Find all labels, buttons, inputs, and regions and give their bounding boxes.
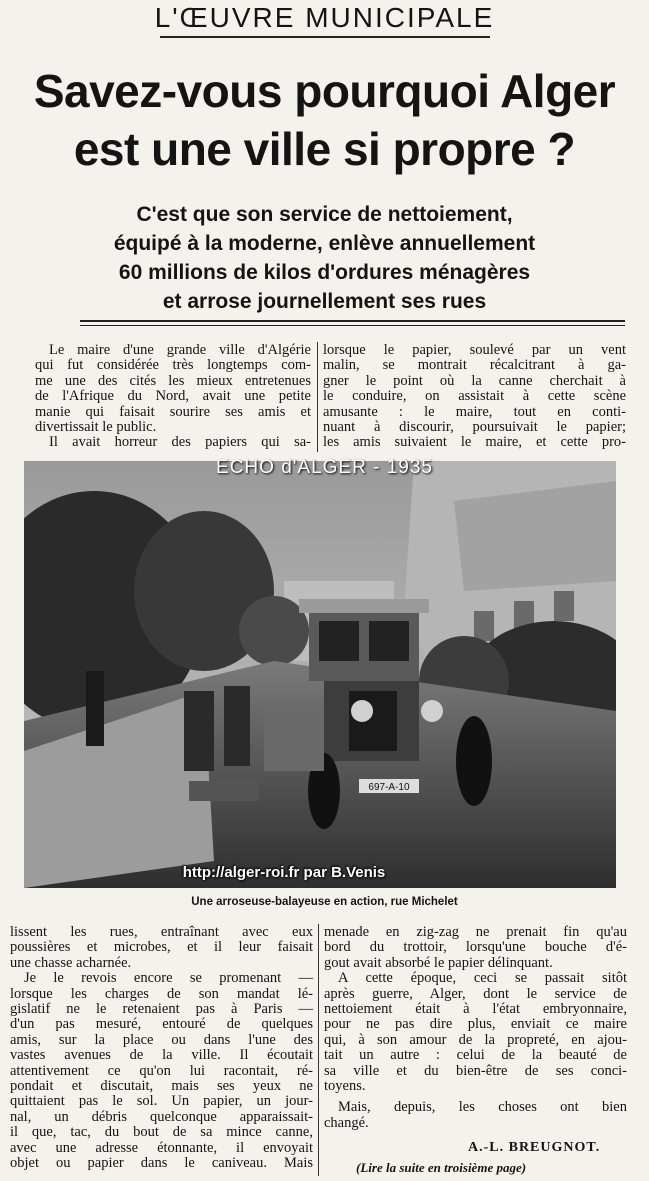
text-line: de l'Afrique du Nord, avait une petite: [35, 388, 311, 405]
text-line: A cette époque, ceci se passait sitôt: [338, 970, 627, 987]
text-line: divertissait le public.: [35, 419, 157, 436]
text-line: Le maire d'une grande ville d'Algérie: [49, 342, 311, 358]
text-line: vastes avenues de la ville. Il écoutait: [10, 1047, 313, 1064]
license-plate: 697-A-10: [368, 782, 410, 793]
subheadline-line-4: et arrose journellement ses rues: [162, 290, 487, 313]
text-line: changé.: [324, 1114, 369, 1131]
text-line: gislatif ne le retenaient pas à Paris —: [10, 1001, 313, 1018]
headline-line-2: est une ville si propre ?: [73, 123, 576, 175]
text-line: lissent les rues, entraînant avec eux: [10, 924, 313, 940]
column-divider-top: [317, 342, 318, 452]
text-line: les amis suivaient le maire, et cette pro-: [323, 434, 626, 451]
text-line: quittaient pas le sol. Un papier, un jour-: [10, 1093, 313, 1110]
text-line: nettoiement était à l'état embryonnaire,: [324, 1001, 627, 1018]
text-line: Je le revois encore se promenant —: [24, 970, 313, 987]
text-line: nal, un débris quelconque apparaissait-: [10, 1108, 313, 1125]
photo-caption: Une arroseuse-balayeuse en action, rue Michelet: [191, 896, 458, 908]
text-line: gner le point où la canne cherchait à: [323, 372, 626, 389]
text-line: pour ne pas dire plus, enviait ce maire: [324, 1016, 627, 1033]
text-line: me une des cités les mieux entretenues: [35, 372, 311, 389]
text-line: nuant à discourir, poursuivait le papier;: [323, 419, 626, 436]
text-line: tait un autre : celui de la beauté de: [324, 1047, 627, 1064]
text-line: manie qui faisait sourire ses amis et: [35, 403, 311, 420]
text-line: amusante : le maire, tout en conti-: [323, 403, 626, 420]
text-line: lorsque le papier, soulevé par un vent: [323, 342, 626, 358]
text-line: sa ville et du bien-être de ses conci-: [324, 1062, 627, 1079]
text-line: le conduire, on assistait à cette scène: [323, 388, 626, 405]
text-line: d'un pas mesuré, entouré de quelques: [10, 1016, 313, 1033]
headline-line-1: Savez-vous pourquoi Alger: [33, 65, 616, 117]
text-line: lorsque les charges de son mandat lé-: [10, 985, 313, 1002]
subheadline-line-3: 60 millions de kilos d'ordures ménagères: [118, 261, 531, 284]
text-line: il que, tac, du bout de sa mince canne,: [10, 1124, 313, 1141]
watermark-credit: http://alger-roi.fr par B.Venis: [182, 864, 386, 881]
text-line: gout avait absorbé le papier délinquant.: [324, 954, 553, 971]
watermark-source: ECHO d'ALGER - 1935: [216, 457, 433, 478]
text-line: toyens.: [324, 1078, 366, 1095]
text-line: une chasse acharnée.: [10, 954, 132, 971]
text-line: Mais, depuis, les choses ont bien: [338, 1099, 627, 1116]
continued-note: (Lire la suite en troisième page): [356, 1160, 527, 1175]
text-line: poussières et microbes, et il leur faisait: [10, 939, 313, 956]
text-line: amis, sur la place ou dans l'une des: [10, 1031, 313, 1048]
article-column-right-top: [323, 343, 626, 451]
article-column-left-bottom: [10, 925, 313, 1172]
header-rule-bottom: [80, 325, 625, 326]
text-line: qui, à son amour de la propreté, en ajou-: [324, 1031, 627, 1048]
article-column-left-top: [35, 343, 311, 451]
text-line: qui fut considérée très longtemps com-: [35, 357, 311, 374]
text-line: avec une adresse étonnante, il envoyait: [10, 1139, 313, 1156]
subheadline-line-1: C'est que son service de nettoiement,: [136, 203, 513, 226]
text-line: bord du trottoir, lorsqu'une bouche d'é-: [324, 939, 627, 956]
text-line: après guerre, Alger, dont le service de: [324, 985, 627, 1002]
text-line: attentivement ce qu'on lui racontait, ré-: [10, 1062, 313, 1079]
text-line: menade en zig-zag ne prenait fin qu'au: [324, 924, 627, 940]
text-line: objet ou papier dans le caniveau. Mais: [10, 1155, 313, 1172]
article-column-right-bottom: [324, 925, 627, 1131]
header-rule-top: [80, 320, 625, 322]
text-line: pondait et discutait, mais ses yeux ne: [10, 1078, 313, 1095]
street-sweeper-photo: [24, 461, 616, 888]
author-byline: A.-L. BREUGNOT.: [468, 1140, 601, 1155]
rubric-rule: [160, 36, 490, 38]
photo-illustration: [24, 461, 616, 888]
section-rubric: L'ŒUVRE MUNICIPALE: [154, 2, 495, 33]
text-line: Il avait horreur des papiers qui sa-: [49, 434, 311, 451]
subheadline-line-2: équipé à la moderne, enlève annuellement: [113, 232, 536, 255]
text-line: malin, se montrait récalcitrant à ga-: [323, 357, 626, 374]
column-divider-bottom: [318, 924, 319, 1176]
